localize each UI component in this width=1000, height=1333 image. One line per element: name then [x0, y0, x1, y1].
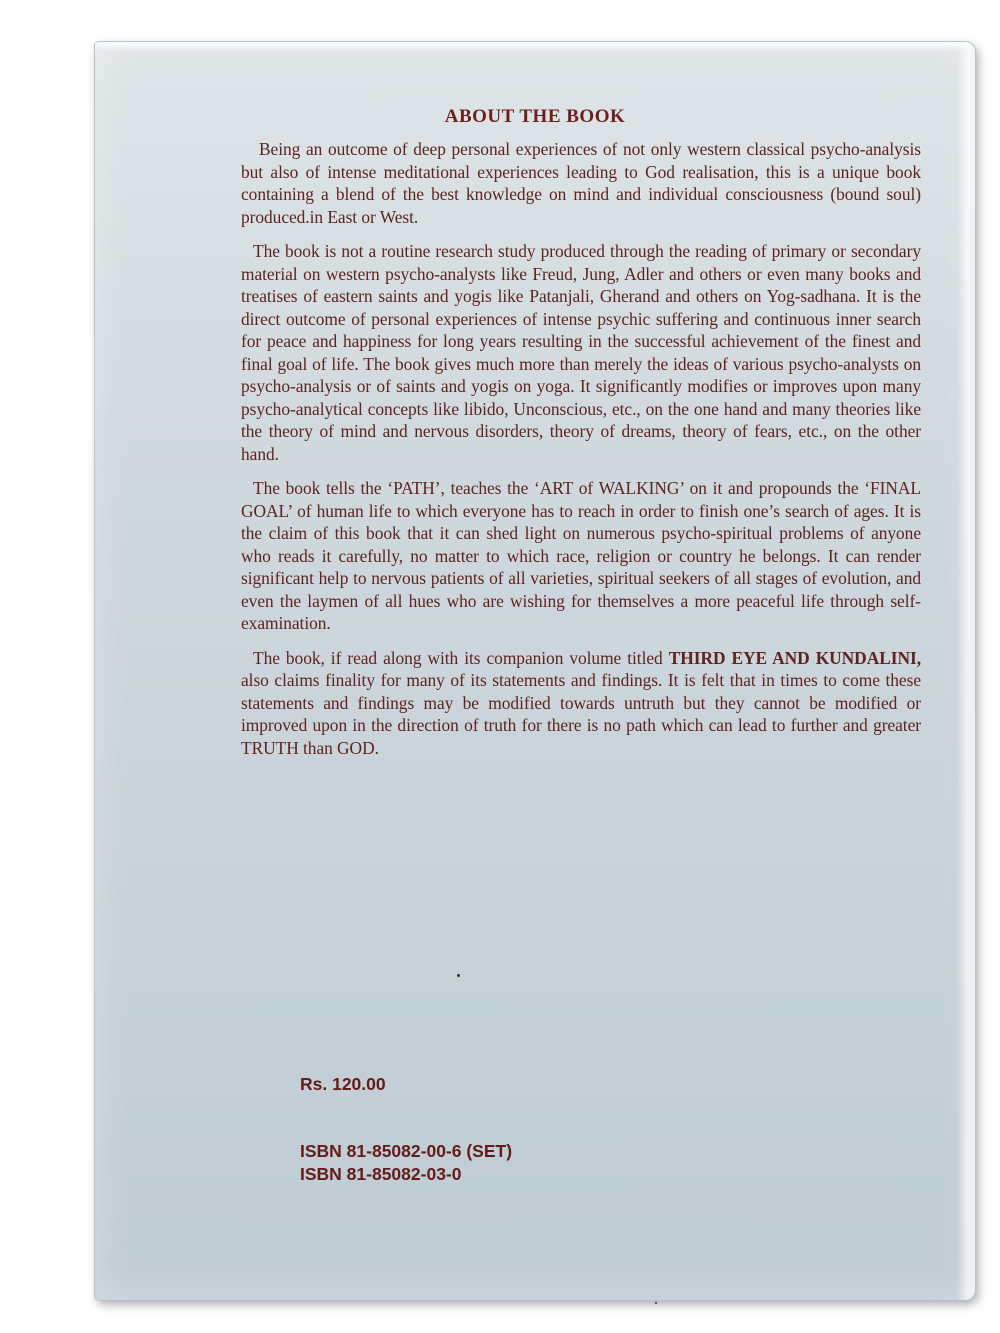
- isbn-volume: ISBN 81-85082-03-0: [300, 1164, 462, 1184]
- isbn-set: ISBN 81-85082-00-6 (SET): [300, 1141, 513, 1161]
- price-label: Rs. 120.00: [300, 1074, 386, 1094]
- companion-volume-title: THIRD EYE AND KUNDALINI,: [668, 647, 921, 668]
- blurb-paragraph-1: Being an outcome of deep personal experiences of not only western classical psycho-analysis but also of intense meditational experiences leading to God realisation, this is a unique book containing a blend of the best knowledge on mind and individual consciousness (bound soul) produced.in East or West.: [241, 139, 921, 227]
- blurb-paragraph-3: The book tells the ‘PATH’, teaches the ‘ART of WALKING’ on it and propounds the ‘FINAL GOAL’ of human life to which everyone has to reach in order to finish one’s search of ages. It is the claim of this book that it can shed light on numerous psycho-spiritual problems of anyone who reads it carefully, no matter to which race, religion or country he belongs. It can render significant help to nervous patients of all varieties, spiritual seekers of all stages of evolution, and even the laymen of all hues who are wishing for themselves a more peaceful life through self-examination.: [241, 478, 921, 633]
- about-the-book-heading: ABOUT THE BOOK: [444, 106, 626, 127]
- blurb-text: [241, 138, 921, 771]
- blurb-paragraph-4-start: The book, if read along with its companion volume titled: [253, 647, 669, 668]
- cover-speck: [457, 974, 460, 977]
- blurb-paragraph-2: The book is not a routine research study produced through the reading of primary or secondary material on western psycho-analysts like Freud, Jung, Adler and others or even many books and treatises of eastern saints and yogis like Patanjali, Gherand and others on Yog-sadhana. It is the direct outcome of personal experiences of intense psychic suffering and continuous inner search for peace and happiness for long years resulting in the successful achievement of the finest and final goal of life. The book gives much more than merely the ideas of various psycho-analysts on psycho-analysis or of saints and yogis on yoga. It significantly modifies or improves upon many psycho-analytical concepts like libido, Unconscious, etc., on the one hand and many theories like the theory of mind and nervous disorders, theory of dreams, theory of fears, etc., on the other hand.: [241, 241, 921, 464]
- cover-speck: [655, 1302, 657, 1304]
- blurb-paragraph-4-end: also claims finality for many of its statements and findings. It is felt that in times to come these statements and findings may be modified towards untruth but they cannot be modified or improved upon in the direction of truth for there is no path which can lead to further and greater TRUTH than GOD.: [241, 670, 921, 758]
- blurb-paragraph-4: [241, 647, 921, 760]
- book-back-cover: [95, 42, 975, 1300]
